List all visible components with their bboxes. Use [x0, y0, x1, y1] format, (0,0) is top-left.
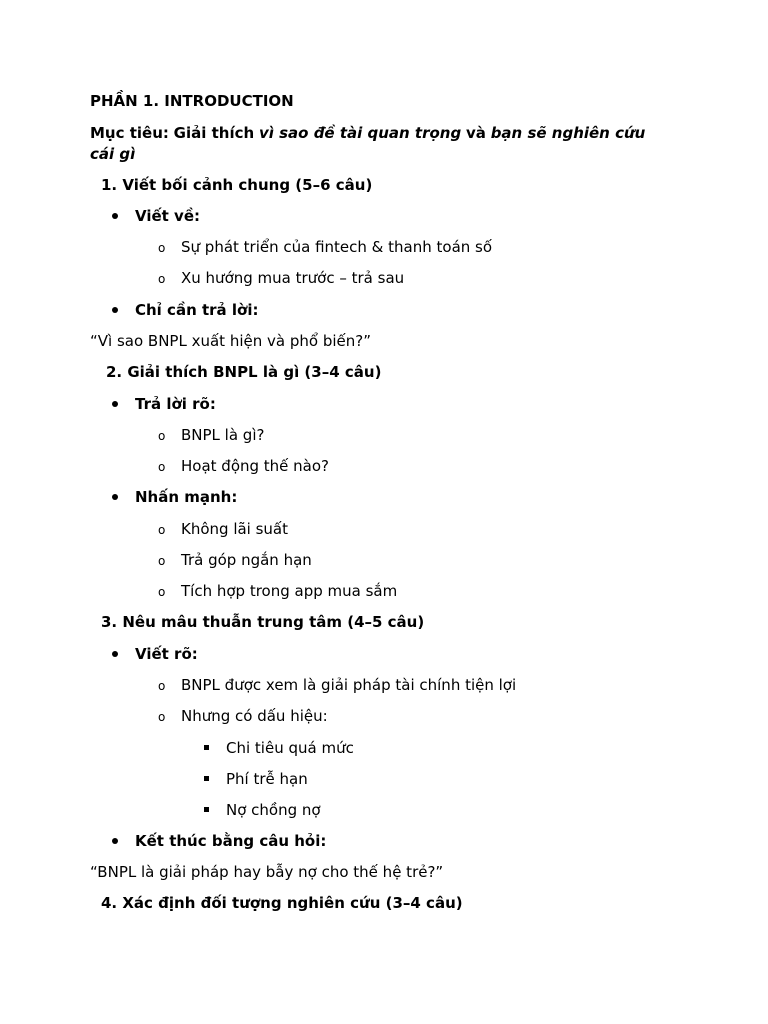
- bullet-circle: o: [158, 272, 166, 286]
- bullet-circle: o: [158, 585, 166, 599]
- h2-sub-3: Không lãi suất: [181, 520, 289, 538]
- bullet-dot: [112, 307, 118, 313]
- bullet-dot: [112, 213, 118, 219]
- bullet-square: [204, 776, 209, 781]
- h3-quote: “BNPL là giải pháp hay bẫy nợ cho thế hệ trẻ?”: [90, 863, 444, 881]
- h1-quote: “Vì sao BNPL xuất hiện và phổ biến?”: [90, 332, 371, 350]
- bullet-circle: o: [158, 710, 166, 724]
- h3-sub-2: Nhưng có dấu hiệu:: [181, 707, 328, 725]
- heading-3: 3. Nêu mâu thuẫn trung tâm (4–5 câu): [101, 613, 425, 631]
- h3-bullet-2: Kết thúc bằng câu hỏi:: [135, 832, 327, 850]
- h2-sub-4: Trả góp ngắn hạn: [181, 551, 312, 569]
- h1-bullet-1: Viết về:: [135, 207, 201, 225]
- h3-tert-2: Phí trễ hạn: [226, 770, 308, 788]
- goal-text-2: và: [466, 124, 486, 142]
- h3-tert-1: Chi tiêu quá mức: [226, 739, 354, 757]
- section-title: PHẦN 1. INTRODUCTION: [90, 92, 294, 110]
- heading-1: 1. Viết bối cảnh chung (5–6 câu): [101, 176, 373, 194]
- h1-sub-2: Xu hướng mua trước – trả sau: [181, 269, 405, 287]
- bullet-circle: o: [158, 554, 166, 568]
- bullet-circle: o: [158, 523, 166, 537]
- bullet-circle: o: [158, 460, 166, 474]
- bullet-circle: o: [158, 429, 166, 443]
- goal-text-1: Giải thích: [173, 124, 255, 142]
- goal-italic-1: vì sao đề tài quan trọng: [258, 124, 462, 142]
- h3-tert-3: Nợ chồng nợ: [226, 801, 321, 819]
- goal-italic-2: bạn sẽ nghiên cứu: [490, 124, 646, 142]
- h1-bullet-2: Chỉ cần trả lời:: [135, 301, 259, 319]
- heading-2: 2. Giải thích BNPL là gì (3–4 câu): [106, 363, 382, 381]
- h2-sub-1: BNPL là gì?: [181, 426, 265, 444]
- h3-sub-1: BNPL được xem là giải pháp tài chính tiện lợi: [181, 676, 517, 694]
- bullet-square: [204, 807, 209, 812]
- heading-4: 4. Xác định đối tượng nghiên cứu (3–4 câu): [101, 894, 463, 912]
- h2-sub-2: Hoạt động thế nào?: [181, 457, 330, 475]
- bullet-square: [204, 745, 209, 750]
- bullet-circle: o: [158, 241, 166, 255]
- bullet-circle: o: [158, 679, 166, 693]
- goal-line-1: [90, 123, 645, 143]
- bullet-dot: [112, 401, 118, 407]
- h2-sub-5: Tích hợp trong app mua sắm: [181, 582, 398, 600]
- goal-label: Mục tiêu:: [90, 124, 169, 142]
- bullet-dot: [112, 494, 118, 500]
- h2-bullet-1: Trả lời rõ:: [135, 395, 216, 413]
- goal-line-2: cái gì: [90, 145, 136, 163]
- h2-bullet-2: Nhấn mạnh:: [135, 488, 238, 506]
- bullet-dot: [112, 838, 118, 844]
- h3-bullet-1: Viết rõ:: [135, 645, 198, 663]
- bullet-dot: [112, 651, 118, 657]
- h1-sub-1: Sự phát triển của fintech & thanh toán số: [181, 238, 493, 256]
